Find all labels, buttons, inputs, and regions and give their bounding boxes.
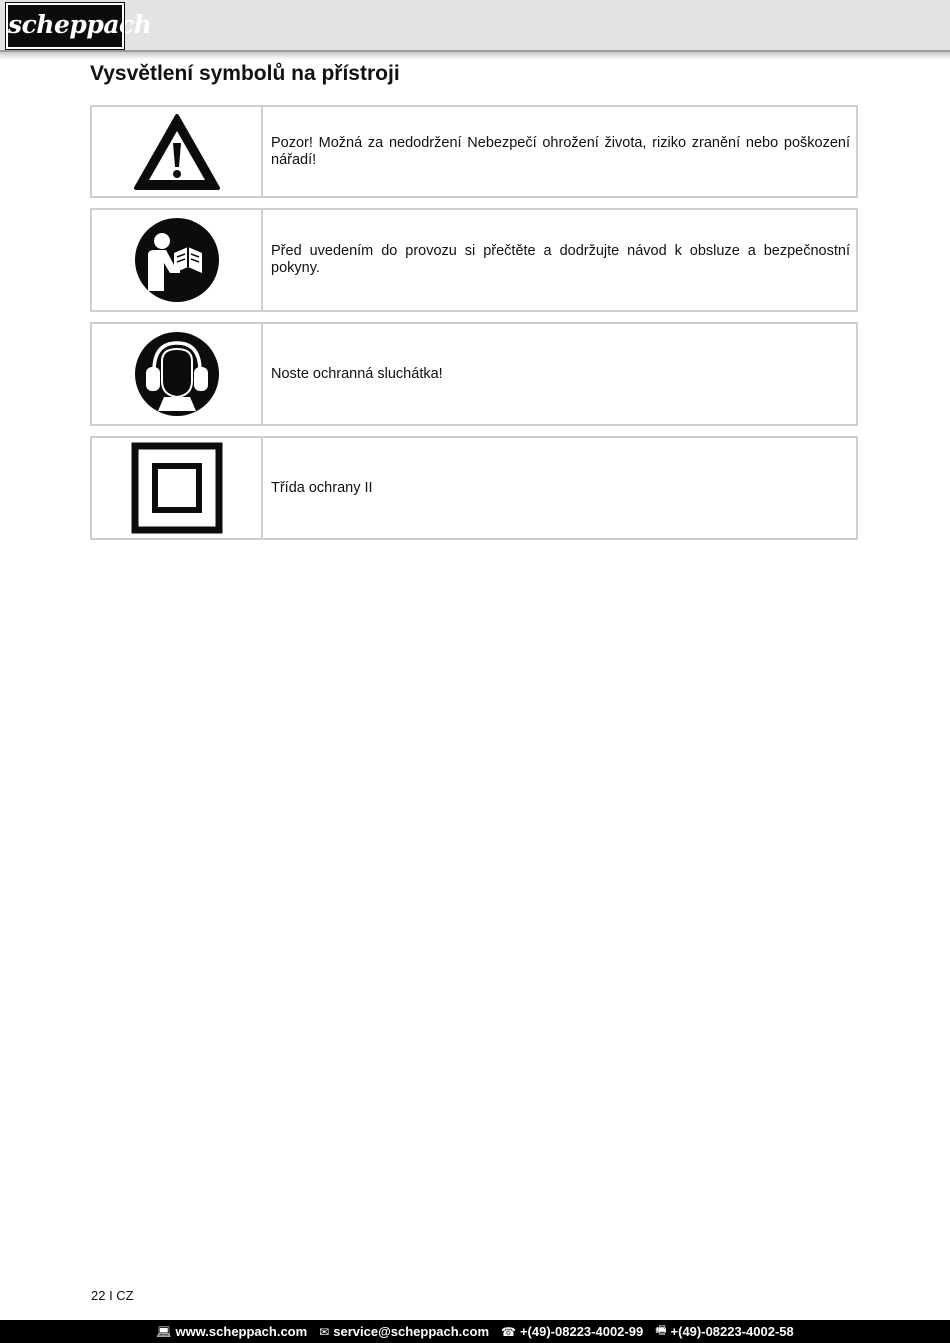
header-shadow bbox=[0, 52, 950, 60]
email-text: service@scheppach.com bbox=[333, 1324, 490, 1339]
symbol-row-protection-class bbox=[90, 436, 858, 540]
phone-text: +(49)-08223-4002-99 bbox=[519, 1324, 644, 1339]
icon-cell bbox=[92, 210, 263, 310]
icon-cell bbox=[92, 438, 263, 538]
footer-phone[interactable] bbox=[501, 1324, 643, 1339]
symbol-row-ear-protection bbox=[90, 322, 858, 426]
website-text: www.scheppach.com bbox=[175, 1324, 308, 1339]
ear-protection-icon bbox=[134, 331, 220, 417]
footer-fax[interactable] bbox=[655, 1321, 794, 1342]
symbol-text: Noste ochranná sluchátka! bbox=[271, 365, 443, 382]
mail-icon: ✉︎ bbox=[319, 1324, 330, 1339]
phone-icon: ☎︎ bbox=[501, 1324, 516, 1339]
page-number: 22 I CZ bbox=[91, 1288, 134, 1303]
protection-class-ii-icon bbox=[131, 442, 223, 534]
icon-cell bbox=[92, 324, 263, 424]
icon-cell bbox=[92, 107, 263, 196]
scheppach-logo: scheppach bbox=[6, 3, 124, 49]
footer-email[interactable] bbox=[319, 1324, 489, 1339]
footer-website[interactable] bbox=[156, 1324, 307, 1339]
symbol-text: Pozor! Možná za nedodržení Nebezpečí ohrožení života, riziko zranění nebo poškození nářadí! bbox=[271, 134, 850, 168]
symbol-row-warning bbox=[90, 105, 858, 198]
symbol-text: Třída ochrany II bbox=[271, 479, 373, 496]
fax-text: +(49)-08223-4002-58 bbox=[670, 1324, 794, 1339]
symbol-text: Před uvedením do provozu si přečtěte a dodržujte návod k obsluze a bezpečnostní pokyny. bbox=[271, 243, 850, 276]
page-footer bbox=[0, 1320, 950, 1343]
warning-triangle-icon bbox=[133, 113, 221, 191]
fax-icon: 🖷︎ bbox=[655, 1323, 667, 1337]
read-manual-icon bbox=[134, 217, 220, 303]
symbol-row-read-manual bbox=[90, 208, 858, 312]
page-header bbox=[0, 0, 950, 52]
computer-icon: 💻︎ bbox=[156, 1324, 172, 1339]
page-title: Vysvětlení symbolů na přístroji bbox=[90, 62, 400, 85]
